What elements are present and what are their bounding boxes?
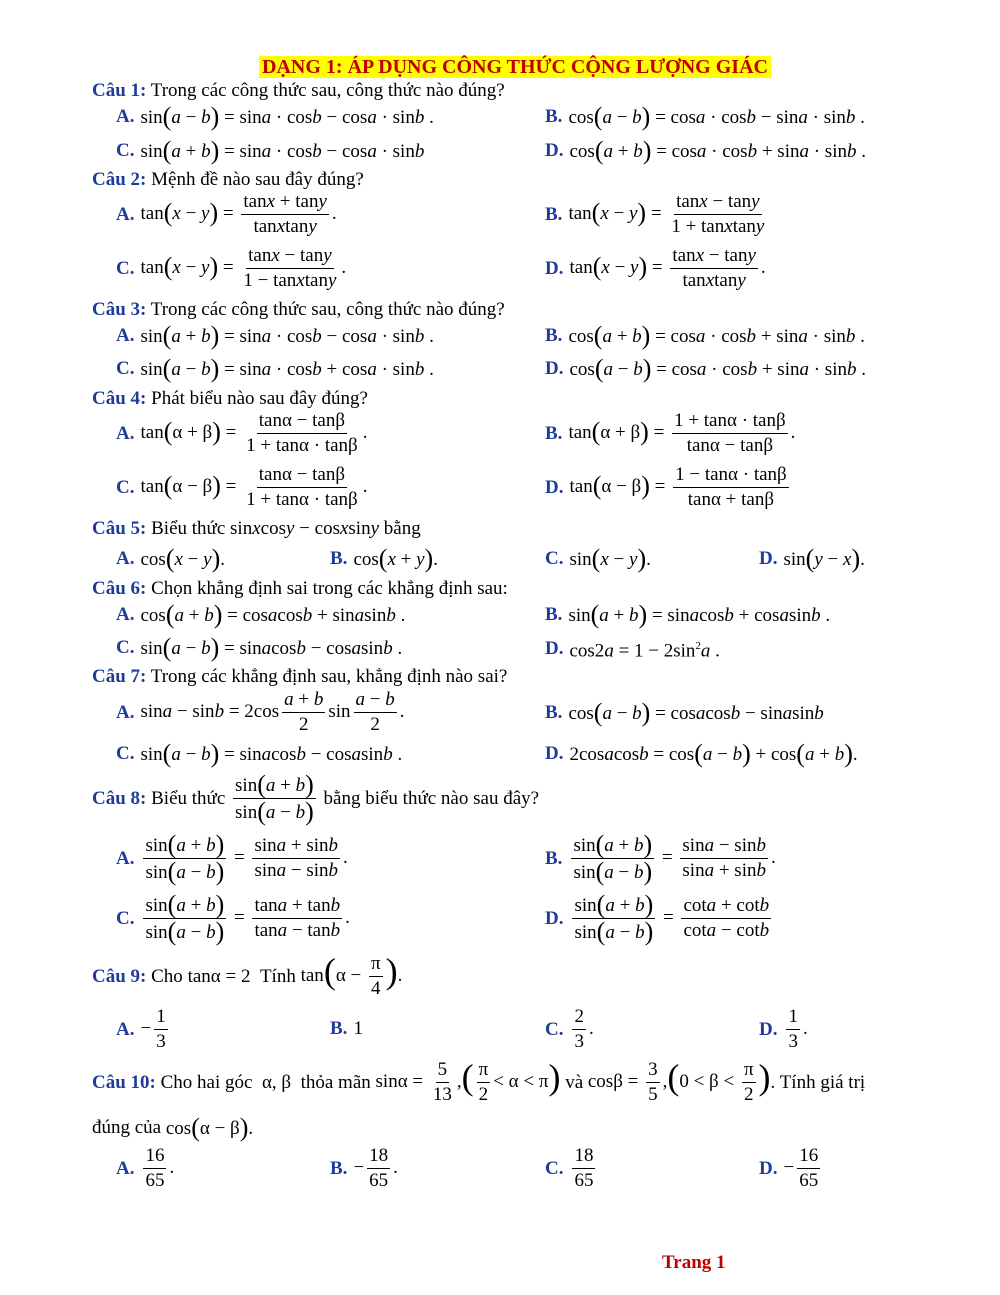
q10-option-d: D. − $\frac{16}{65}$	[759, 1145, 819, 1191]
q8-option-a: A. $\frac{\sin(a + b)}{\sin(a - b)}$ = $\frac{\sin a + \sin b}{\sin a - \sin b}$ .	[116, 830, 348, 886]
question-7	[92, 665, 507, 689]
q4-option-c: C. tan(α − β) = $\frac{\tan\alpha - \tan\beta}{1 + \tan\alpha \cdot \tan\beta}$ .	[116, 464, 368, 510]
question-label: Câu 8:	[92, 787, 147, 809]
q4-option-b: B. tan(α + β) = $\frac{1 + \tan\alpha \cdot \tan\beta}{\tan\alpha - \tan\beta}$ .	[545, 410, 796, 456]
q5-option-a: A. cos(x − y).	[116, 544, 225, 573]
q5-option-d: D. sin(y − x).	[759, 544, 865, 573]
question-text: Biểu thức	[151, 518, 226, 539]
q7-option-b: B. cos(a − b) = cosacosb − sinasinb	[545, 698, 824, 727]
question-label: Câu 7:	[92, 666, 147, 687]
q9-option-b: B. 1	[330, 1018, 363, 1039]
q4-option-d: D. tan(α − β) = $\frac{1 - \tan\alpha \cdot \tan\beta}{\tan\alpha + \tan\beta}$	[545, 464, 787, 510]
q9-option-c: C. $\frac{2}{3}$ .	[545, 1006, 594, 1052]
q5-option-b: B. cos(x + y).	[330, 544, 438, 573]
q6-option-c: C. sin(a − b) = sinacosb − cosasinb .	[116, 633, 403, 662]
q6-option-d: D. $\cos 2a = 1 - 2\sin^2a$ .	[545, 637, 720, 662]
q2-option-c: C. tan(x − y) = $\frac{\tan x - \tan y}{\text{1 − tanxtany}}$ .	[116, 245, 347, 291]
q1-option-a: A. sin(a − b) = sina · cosb − cosa · sinb .	[116, 102, 434, 131]
q7-option-d: D. 2cosacosb = cos(a − b) + cos(a + b).	[545, 739, 858, 768]
q10-option-b: B. − $\frac{18}{65}$ .	[330, 1145, 398, 1191]
q3-option-a: A. sin(a + b) = sina · cosb − cosa · sinb .	[116, 321, 434, 350]
q3-option-c: C. sin(a − b) = sina · cosb + cosa · sinb .	[116, 354, 434, 383]
q7-option-c: C. sin(a − b) = sinacosb − cosasinb .	[116, 739, 403, 768]
question-10: Câu 10: Cho hai góc α, β thỏa mãn sinα = $\frac{5}{13}$ ,( $\frac{\pi}{2}$ < α < π) và cosβ = $\frac{3}{5}$ ,(0 < β < $\frac{\pi}{2}$ ) . Tính giá trị	[92, 1056, 866, 1105]
question-text: Trong các khẳng định sau, khẳng định nào sai?	[150, 666, 508, 687]
question-10-line-2: đúng của cos(α − β).	[92, 1113, 254, 1142]
q3-option-d: D. cos(a − b) = cosa · cosb + sina · sinb .	[545, 354, 866, 383]
q5-option-c: C. sin(x − y).	[545, 544, 651, 573]
q9-option-d: D. $\frac{1}{3}$ .	[759, 1006, 808, 1052]
q8-option-c: C. $\frac{\sin(a + b)}{\sin(a - b)}$ = $\frac{\tan a + \tan b}{\tan a - \tan b}$ .	[116, 890, 350, 946]
question-text: Trong các công thức sau, công thức nào đúng?	[150, 80, 505, 101]
question-9: Câu 9: Cho tanα = 2 Tính tan(α − $\frac{\pi}{4}$ ).	[92, 950, 403, 999]
question-8: Câu 8: Biểu thức $\frac{\sin(a + b)}{\sin(a - b)}$ bằng biểu thức nào sau đây?	[92, 770, 540, 826]
page-number: Trang 1	[662, 1252, 726, 1273]
question-text: Cho	[151, 965, 183, 987]
question-2	[92, 168, 364, 192]
q8-option-b: B. $\frac{\sin(a + b)}{\sin(a - b)}$ = $\frac{\sin a - \sin b}{\sin a + \sin b}$ .	[545, 830, 776, 886]
q3-option-b: B. cos(a + b) = cosa · cosb + sina · sinb .	[545, 321, 865, 350]
question-label: Câu 2:	[92, 169, 147, 190]
q6-option-b: B. sin(a + b) = sinacosb + cosasinb .	[545, 600, 831, 629]
q4-option-a: A. tan(α + β) = $\frac{\tan\alpha - \tan\beta}{1 + \tan\alpha \cdot \tan\beta}$ .	[116, 410, 368, 456]
question-3	[92, 298, 505, 322]
question-text: Cho hai góc	[160, 1071, 253, 1093]
question-6	[92, 577, 508, 601]
question-label: Câu 4:	[92, 388, 147, 409]
q2-option-a: A. tan(x − y) = $\frac{\tan x + \tan y}{\text{tanxtany}}$ .	[116, 191, 337, 237]
question-label: Câu 3:	[92, 299, 147, 320]
q2-option-d: D. tan(x − y) = $\frac{\tan x - \tan y}{\text{tanxtany}}$ .	[545, 245, 766, 291]
question-4	[92, 387, 368, 411]
section-title-text: DẠNG 1: ÁP DỤNG CÔNG THỨC CỘNG LƯỢNG GIÁC	[259, 56, 771, 78]
q1-option-d: D. cos(a + b) = cosa · cosb + sina · sinb .	[545, 136, 866, 165]
q6-option-a: A. cos(a + b) = cosacosb + sinasinb .	[116, 600, 406, 629]
question-label: Câu 1:	[92, 80, 147, 101]
question-text: Biểu thức	[151, 787, 226, 809]
question-text: Mệnh đề nào sau đây đúng?	[151, 169, 364, 190]
q9-option-a: A. − $\frac{1}{3}$	[116, 1006, 166, 1052]
q7-option-a: A. sina − sinb = 2cos $\frac{a + b}{2}$ sin $\frac{a - b}{2}$ .	[116, 689, 405, 735]
question-5: Câu 5: Biểu thức sinxcosy − cosxsiny bằng	[92, 518, 421, 539]
question-label: Câu 6:	[92, 578, 147, 599]
q10-option-a: A. $\frac{16}{65}$ .	[116, 1145, 175, 1191]
q8-option-d: D. $\frac{\sin(a + b)}{\sin(a - b)}$ = $\frac{\cot a + \cot b}{\cot a - \cot b}$	[545, 890, 770, 946]
question-text: Chọn khẳng định sai trong các khẳng định sau:	[151, 578, 508, 599]
question-text: Phát biểu nào sau đây đúng?	[151, 388, 368, 409]
question-label: Câu 5:	[92, 518, 147, 539]
question-1	[92, 79, 505, 103]
section-title	[0, 55, 1000, 79]
q1-option-c: C. sin(a + b) = sina · cosb − cosa · sinb	[116, 136, 425, 165]
q10-option-c: C. $\frac{18}{65}$	[545, 1145, 594, 1191]
question-text: Trong các công thức sau, công thức nào đúng?	[150, 299, 505, 320]
q1-option-b: B. cos(a − b) = cosa · cosb − sina · sinb .	[545, 102, 865, 131]
q2-option-b: B. tan(x − y) = $\frac{\tan x - \tan y}{\text{1 + tanxtany}}$	[545, 191, 765, 237]
question-label: Câu 10:	[92, 1071, 156, 1093]
question-label: Câu 9:	[92, 965, 147, 987]
